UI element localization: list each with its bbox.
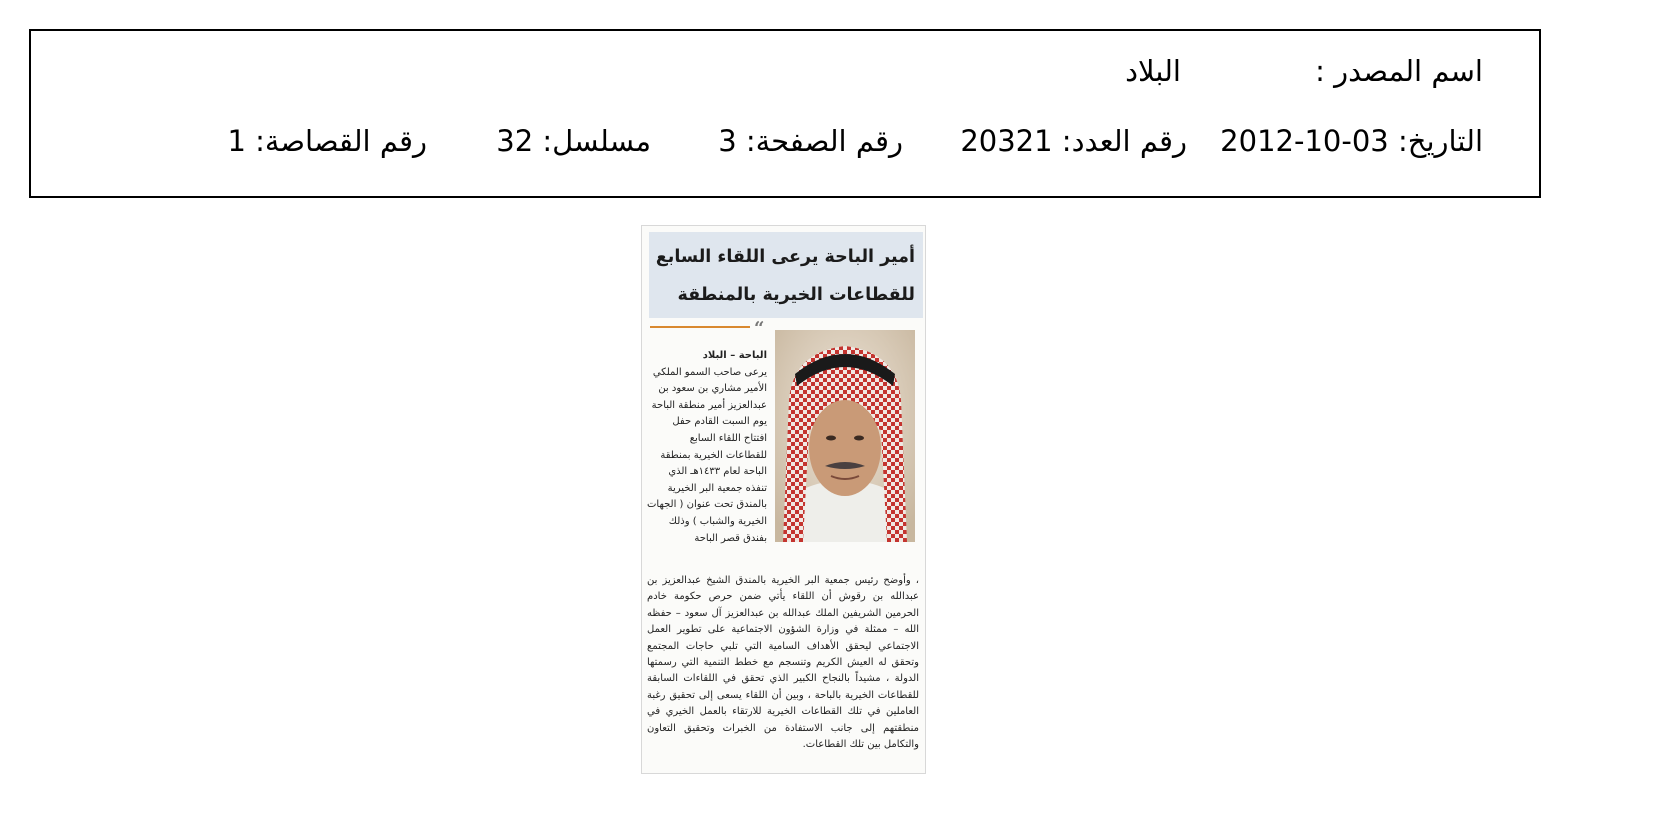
quote-rule bbox=[650, 326, 750, 328]
portrait-photo bbox=[775, 330, 915, 542]
article-body-top-text: يرعى صاحب السمو الملكي الأمير مشاري بن سعود بن عبدالعزيز أمير منطقة الباحة يوم السبت القادم حفل افتتاح اللقاء السابع للقطاعات الخيرية بمنطقة الباحة لعام ١٤٣٣هـ الذي تنفذه جمعية البر الخيرية بالمندق تحت عنوان ( الجهات الخيرية والشباب ) وذلك بفندق قصر الباحة bbox=[647, 366, 767, 544]
quote-mark-icon: “ bbox=[754, 318, 765, 339]
article-body-intro bbox=[647, 348, 767, 547]
article-body-main: ، وأوضح رئيس جمعية البر الخيرية بالمندق الشيخ عبدالعزيز بن عبدالله بن رقوش أن اللقاء يأتي ضمن حرص حكومة خادم الحرمين الشريفين الملك عبدالله بن عبدالعزيز آل سعود – حفظه الله – ممثلة في وزارة الشؤون الاجتماعية على تطوير العمل الاجتماعي ليحقق الأهداف السامية التي تلبي حاجات المجتمع وتحقق له العيش الكريم وتنسجم مع خطط التنمية التي رسمتها الدولة ، مشيداً بالنجاح الكبير الذي تحقق في اللقاءات السابقة للقطاعات الخيرية بالباحة ، وبين أن اللقاء يسعى إلى تحقيق رغبة العاملين في تلك القطاعات الخيرية للارتقاء بالعمل الخيري في منطقتهم إلى جانب الاستفادة من الخبرات وتحقيق التعاون والتكامل بين تلك القطاعات. bbox=[647, 575, 919, 751]
serial-field: مسلسل: 32 bbox=[496, 124, 651, 158]
article-headline bbox=[649, 232, 923, 318]
newspaper-clipping bbox=[641, 225, 926, 774]
clipping-metadata-box bbox=[29, 29, 1541, 198]
date-field: التاريخ: 03-10-2012 bbox=[1220, 124, 1483, 158]
article-byline: الباحة – البلاد bbox=[702, 350, 767, 361]
details-row bbox=[31, 121, 1539, 161]
source-value: البلاد bbox=[1125, 54, 1181, 88]
page-number-field: رقم الصفحة: 3 bbox=[718, 124, 903, 158]
portrait-image bbox=[775, 330, 915, 542]
source-label: اسم المصدر : bbox=[1315, 54, 1483, 88]
clipping-number-field: رقم القصاصة: 1 bbox=[227, 124, 427, 158]
headline-line-2: للقطاعات الخيرية بالمنطقة bbox=[677, 285, 915, 305]
issue-number-field: رقم العدد: 20321 bbox=[960, 124, 1187, 158]
source-row bbox=[31, 51, 1539, 91]
headline-line-1: أمير الباحة يرعى اللقاء السابع bbox=[655, 247, 915, 267]
